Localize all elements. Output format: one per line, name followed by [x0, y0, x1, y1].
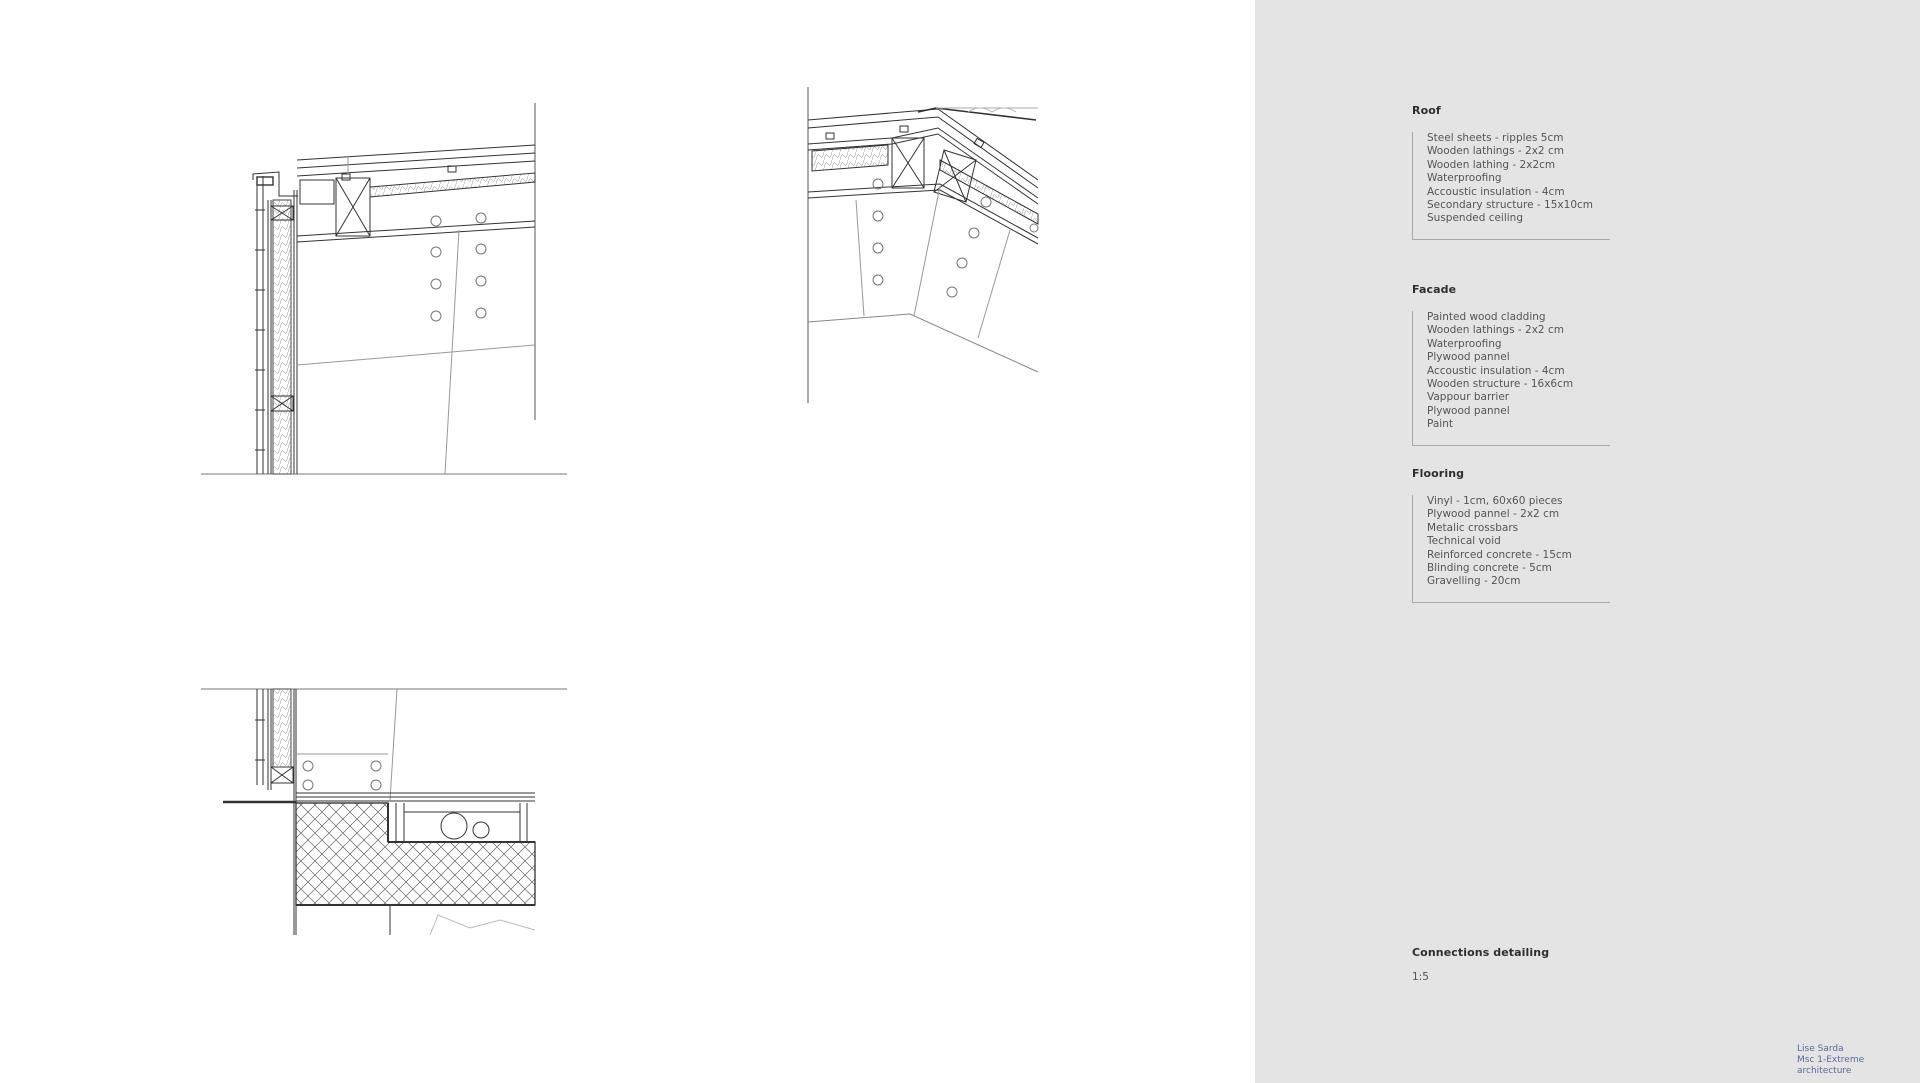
legend-panel: [1255, 0, 1920, 1083]
connections-block: [1412, 946, 1832, 983]
detail-floor-wall: [201, 689, 567, 935]
list-item: Blinding concrete - 5cm: [1427, 562, 1552, 575]
scale-label: 1:5: [1412, 971, 1429, 983]
list-item: Metalic crossbars: [1427, 521, 1519, 534]
list-item: Painted wood cladding: [1427, 311, 1546, 323]
list-item: Plywood pannel: [1427, 351, 1510, 364]
author-name: Lise Sarda: [1797, 1044, 1844, 1054]
section-list-roof: [1412, 132, 1832, 240]
legend-section-roof: [1412, 104, 1832, 240]
list-item: Paint: [1427, 418, 1453, 431]
connections-title: Connections detailing: [1412, 946, 1550, 959]
list-item: Wooden structure - 16x6cm: [1427, 378, 1574, 391]
list-item: Waterproofing: [1427, 337, 1502, 350]
list-item: Accoustic insulation - 4cm: [1427, 185, 1565, 198]
legend-section-facade: [1412, 283, 1832, 446]
list-item: Plywood pannel: [1427, 404, 1510, 417]
list-item: Wooden lathings - 2x2 cm: [1427, 145, 1564, 158]
list-item: Vappour barrier: [1427, 391, 1510, 404]
list-item: Steel sheets - ripples 5cm: [1427, 132, 1564, 144]
section-title-roof: Roof: [1412, 104, 1441, 117]
credits: [1797, 1044, 1920, 1077]
list-item: Accoustic insulation - 4cm: [1427, 364, 1565, 377]
section-list-facade: [1412, 311, 1832, 446]
list-item: Wooden lathing - 2x2cm: [1427, 158, 1556, 171]
detail-roof-facade: [201, 103, 567, 474]
list-item: Wooden lathings - 2x2 cm: [1427, 324, 1564, 337]
list-item: Gravelling - 20cm: [1427, 575, 1521, 588]
list-item: Plywood pannel - 2x2 cm: [1427, 508, 1560, 521]
section-title-facade: Facade: [1412, 283, 1457, 296]
course-name: Msc 1-Extreme architecture: [1797, 1055, 1865, 1076]
section-list-flooring: [1412, 495, 1832, 603]
detail-roof-ridge: [808, 87, 1038, 403]
list-item: Reinforced concrete - 15cm: [1427, 548, 1572, 561]
list-item: Vinyl - 1cm, 60x60 pieces: [1427, 495, 1563, 507]
list-item: Waterproofing: [1427, 172, 1502, 185]
section-title-flooring: Flooring: [1412, 467, 1465, 480]
list-item: Technical void: [1427, 535, 1501, 548]
list-item: Suspended ceiling: [1427, 212, 1524, 225]
legend-section-flooring: [1412, 467, 1832, 603]
list-item: Secondary structure - 15x10cm: [1427, 199, 1593, 212]
